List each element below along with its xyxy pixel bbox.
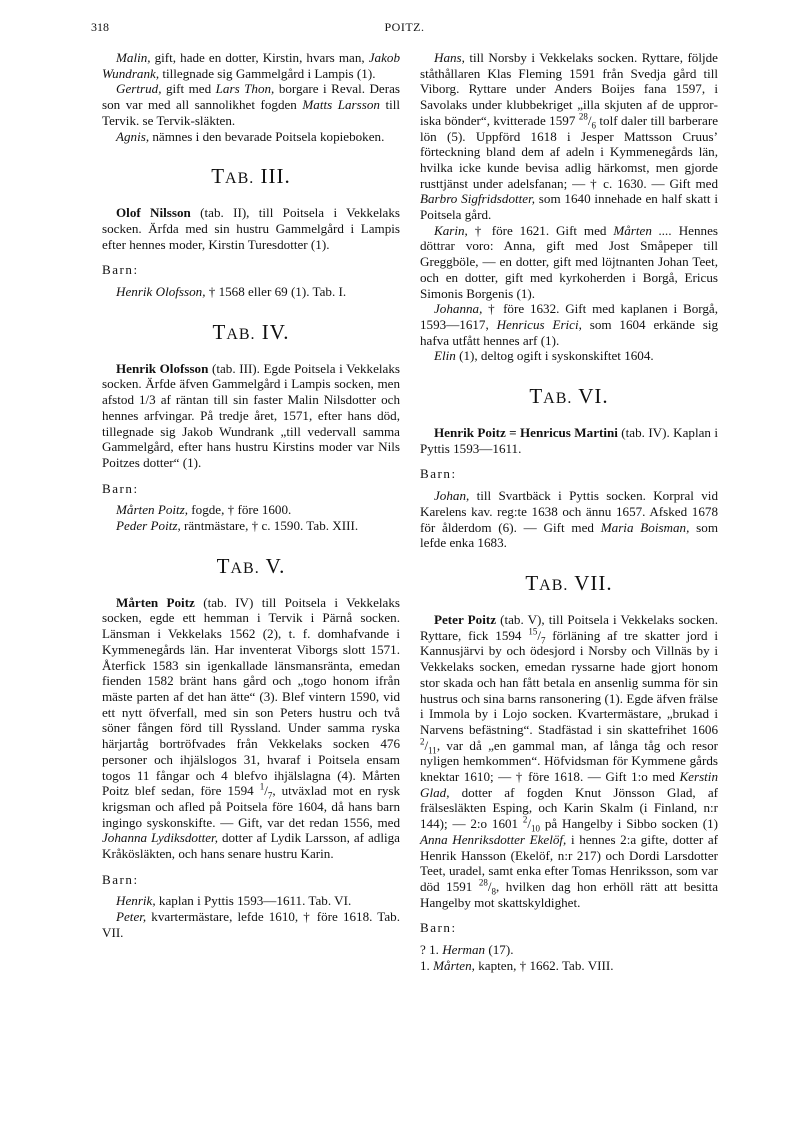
child-entry: Mårten Poitz, fogde, † före 1600. — [116, 502, 292, 518]
person-name: Johanna, — [434, 301, 483, 317]
tab-vii-text: Peter Poitz (tab. V), till Poitsela i Vekkelaks socken. Ryttare, fick 1594 $^{15}/_7$ förläning af tre skatter jord i Kannusjärvi by och ödesjord i Norsby och Villnäs by i Vekkelaks socken, emedan ryssarne hade gjort honom stor skada och han fått betala en ansenlig summa för sin hustrus och sina barns ransonering (1). Egde äfven frälse i Immola by i Lojo socken. Kvartermästare, „brukad i Narvens befästning“. Stadfästad i sin skattefrihet 1606 $^2/_{11}$, var då „en gammal man, af långa tåg och resor nyligen hemkommen“. Höfvidsman för Kymmene gårds knektar 1610; — † före 1618. — Gift 1:o med Kerstin Glad, dotter af fogden Knut Jönsson Glad, af frälsesläkten Esping, och Karin Skalm (i Finland, n:r 144); — 2:o 1601 $^2/_{10}$ på Hangelby i Sibbo socken (1) Anna Henriksdotter Ekelöf, i hennes 2:a gifte, dotter af Henrik Hansson (Ekelöf, n:r 217) och Dordi Larsdotter Teet, uradel, samt enka efter Tomas Henriksson, som var död 1591 $^{28}/_8$, hvilken dag hon erhöll rätt att besitta Hangelby mot skattskyldighet. — [420, 611, 719, 910]
child-entry: Henrik Olofsson, † 1568 eller 69 (1). Tab. I. — [116, 284, 347, 300]
child-entry: ? 1. Herman (17). — [420, 942, 514, 958]
entry-gertrud: Gertrud, gift med Lars Thon, borgare i Reval. Deras son var med all sannolikhet fogden Matts Larsson till Tervik. se Tervik-släkten. — [102, 81, 401, 128]
person-name: Agnis, — [116, 128, 150, 144]
spouse-name: Henricus Erici, — [496, 316, 582, 332]
head-person: Olof Nilsson — [116, 205, 191, 221]
page-header — [91, 20, 718, 38]
tab-iv-heading: TAB. IV. — [212, 319, 290, 344]
entry-malin: Malin, gift, hade en dotter, Kirstin, hvars man, Jakob Wundrank, tillegnade sig Gammelgård i Lampis (1). — [102, 50, 400, 81]
entry-elin: Elin (1), deltog ogift i syskonskiftet 1604. — [434, 348, 654, 364]
child-entry: 1. Mårten, kapten, † 1662. Tab. VIII. — [420, 957, 614, 973]
tab-v-text: Mårten Poitz (tab. IV) till Poitsela i Vekkelaks socken, egde ett hemman i Tervik i Pärnå socken. Länsman i Vekkelaks 1562 (2), t. f. domhafvande i Kymmenegårds län. Har inventerat Viborgs slott 1571. Återfick 1583 sin igenkallade länsmansränta, emedan fienden 1582 bränt hans gård och „togo honom ifrån mäste parten af det han ätte“ (3). Blef vintern 1590, vid ett nytt öfverfall, med sin son Peters hustru och två söner fången förd till Ryssland. Under samma ryska härjartåg bortröfvades från Vekkelaks socken 476 personer och ihjälslogos 31, hvaraf i Poitsela ensam togos 11 fångar och 4 blefvo ihjälslagna (4). Mårten Poitz blef sedan, före 1594 $^1/_7$, utväxlad mot en rysk krigsman och afled på Poitsela före 1604, då hans barn ingingo syskonskifte. — Gift, var det redan 1556, med Johanna Lydiksdotter, dotter af Lydik Larsson, af adliga Kråkösläkten, och hans senare hustru Karin. — [102, 594, 401, 862]
children-label: Barn: — [420, 466, 457, 482]
children-label: Barn: — [102, 480, 139, 496]
person-name: Karin, — [434, 222, 468, 238]
running-head: POITZ. — [384, 20, 425, 34]
tab-iii-heading: TAB. III. — [211, 164, 291, 189]
head-person: Mårten Poitz — [116, 594, 195, 610]
spouse-name: Maria Boisman, — [600, 519, 690, 535]
spouse-name: Lars Thon, — [215, 81, 275, 97]
child-entry: Johan, till Svartbäck i Pyttis socken. Korpral vid Karelens kav. reg:te 1638 och ännu 1657. Afsked 1678 för ålderdom (6). — Gift med Maria Boisman, som lefde enka 1683. — [420, 488, 719, 551]
spouse-name: Kerstin Glad, — [420, 769, 718, 800]
entry-johanna: Johanna, † före 1632. Gift med kaplanen i Borgå, 1593—1617, Henricus Erici, som 1604 erkände sig hafva utfått hennes arf (1). — [420, 301, 719, 348]
person-name: Elin — [434, 348, 456, 364]
page-number: 318 — [91, 20, 109, 34]
tab-vi-text: Henrik Poitz = Henricus Martini (tab. IV). Kaplan i Pyttis 1593—1611. — [420, 425, 718, 456]
tab-iii-text: Olof Nilsson (tab. II), till Poitsela i Vekkelaks socken. Ärfda med sin hustru Gammelgård i Lampis efter hennes moder, Kirstin Turesdotter (1). — [102, 205, 400, 252]
children-label: Barn: — [102, 871, 139, 887]
head-person: Henrik Olofsson — [116, 360, 209, 376]
fraction: 1/3 — [139, 392, 156, 408]
entry-karin: Karin, † före 1621. Gift med Mårten .... Hennes döttrar voro: Anna, gift med Jost Småpeper till Greggböle, — en dotter, gift med löjtnanten Johan Teet, och en dotter, gift med kyrkoherden i Borgå, Ericus Simonis Borgenis (1). — [420, 222, 718, 301]
head-person: Henrik Poitz = Henricus Martini — [434, 425, 618, 441]
person-name: Hans, — [434, 50, 465, 65]
entry-agnis: Agnis, nämnes i den bevarade Poitsela kopieboken. — [116, 128, 385, 144]
son-name: Matts Larsson — [302, 97, 380, 113]
child-entry: Henrik, kaplan i Pyttis 1593—1611. Tab. VI. — [116, 893, 352, 909]
tab-iv-text: Henrik Olofsson (tab. III). Egde Poitsela i Vekkelaks socken. Ärfde äfven Gammelgård i Lampis socken, men afstod 1/3 af räntan till sin faster Malin Nilsdotter och hennes arfvingar. På tredje året, 1571, efter hans död, tillegnade sig Jakob Wundrank „till vedervall samma Gammelgård, efter hans hustru Kirstins moder var Nils Poitzes dotter“ (1). — [102, 360, 400, 470]
spouse-name: Mårten .... — [613, 222, 672, 238]
person-name: Gertrud, — [116, 81, 162, 97]
child-entry: Peder Poitz, räntmästare, † c. 1590. Tab. XIII. — [116, 518, 359, 534]
spouse-name: Johanna Lydiksdotter, — [102, 830, 218, 846]
entry-hans: Hans, till Norsby i Vekkelaks socken. Ryttare, följde ståthållaren Klas Fleming 1591 från Svedja gård till Viborg. Ryttare under Anders Boijes fana 1597, i Savolaks under klubbekriget „illa skjuten af de upproriska bönder“, kvitterade 1597 $^{28}/_6$ tolf daler till barberare lön (5). Uppförd 1618 i Jesper Mattsson Cruus’ förteckning bland dem af adeln i Kymmenegårds län, hvilka icke kunde bevisa adlig härkomst, men gjorde rusttjänst under adelsfanan; — † c. 1630. — Gift med Barbro Sigfridsdotter, som 1640 innehade en half skatt i Poitsela gård. — [420, 50, 719, 223]
spouse-name: Barbro Sigfridsdotter, — [420, 191, 535, 207]
left-column — [102, 50, 400, 941]
children-label: Barn: — [102, 262, 139, 278]
right-column — [420, 50, 718, 973]
tab-v-heading: TAB. V. — [216, 553, 286, 578]
spouse-name: Jakob Wundrank, — [102, 50, 400, 81]
head-person: Peter Poitz — [434, 611, 497, 627]
children-label: Barn: — [420, 920, 457, 936]
person-name: Malin, — [116, 50, 151, 65]
spouse-name: Anna Henriksdotter Ekelöf, — [420, 831, 567, 847]
child-number: ? 1. — [420, 942, 439, 958]
tab-vii-heading: TAB. VII. — [525, 570, 613, 595]
child-entry: Peter, kvartermästare, lefde 1610, † före 1618. Tab. VII. — [102, 909, 400, 940]
child-number: 1. — [420, 957, 430, 973]
tab-vi-heading: TAB. VI. — [529, 384, 609, 409]
